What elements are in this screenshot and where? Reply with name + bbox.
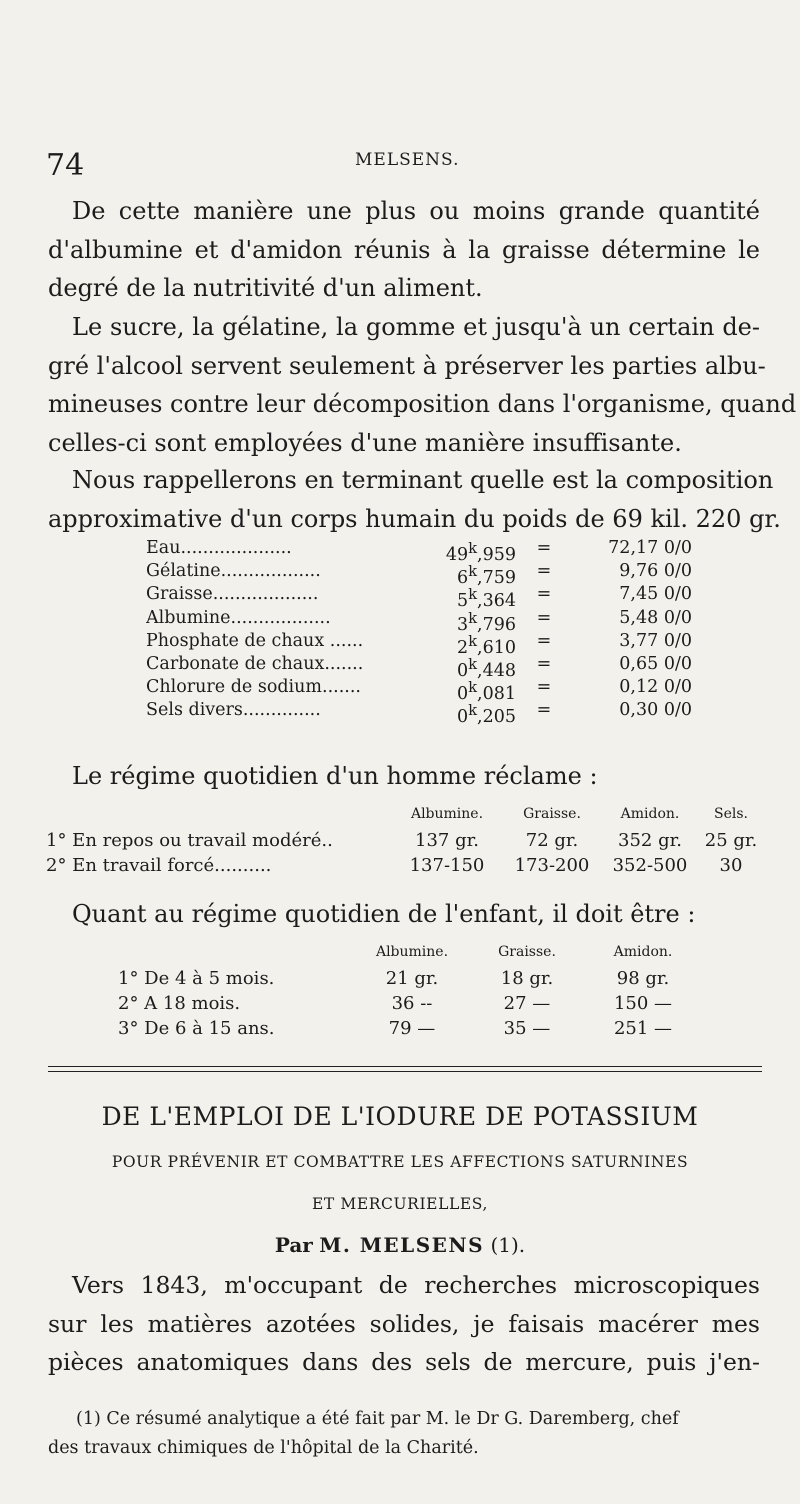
regime-man-heading-block <box>48 757 760 796</box>
table-cell: 352-500 <box>612 855 688 876</box>
text-line: Nous rappellerons en terminant quelle est la composition <box>72 466 774 494</box>
text-line: sur les matières azotées solides, je faisais macérer mes <box>48 1309 760 1338</box>
composition-percent: 0,30 0/0 <box>619 700 692 721</box>
row-label: 2° En travail forcé.......... <box>46 855 272 876</box>
column-header: Graisse. <box>498 944 556 960</box>
paragraph-sugar <box>48 308 797 462</box>
page-number: 74 <box>46 148 85 183</box>
composition-weight: 49$^k$,959 <box>445 540 516 565</box>
footnote <box>48 1405 760 1463</box>
table-cell: 137 gr. <box>415 830 479 851</box>
table-cell: 25 gr. <box>704 830 758 851</box>
composition-weight: 3$^k$,796 <box>457 609 516 635</box>
paragraph-composition-intro <box>48 461 781 538</box>
composition-row <box>146 607 706 635</box>
composition-row <box>146 583 706 612</box>
composition-label: Graisse................... <box>146 584 319 605</box>
article-byline <box>0 1233 800 1257</box>
text-line: pièces anatomiques dans des sels de mercure, puis j'en- <box>48 1348 760 1376</box>
table-header <box>118 944 708 966</box>
text-line: gré l'alcool servent seulement à préserver les parties albu- <box>48 351 766 380</box>
composition-label: Chlorure de sodium....... <box>146 677 361 698</box>
composition-row <box>146 699 706 728</box>
row-label: 1° En repos ou travail modéré.. <box>46 830 333 851</box>
text-line: approximative d'un corps humain du poids de 69 kil. 220 gr. <box>48 504 781 533</box>
text-line: d'albumine et d'amidon réunis à la graisse détermine le <box>48 235 760 264</box>
table-cell: 173-200 <box>514 855 590 876</box>
footnote-line: des travaux chimiques de l'hôpital de la Charité. <box>48 1438 479 1458</box>
composition-label: Gélatine.................. <box>146 561 321 582</box>
table-header <box>46 806 762 828</box>
equals-sign: = <box>536 538 552 558</box>
composition-percent: 3,77 0/0 <box>619 630 692 651</box>
footnote-reference: (1). <box>490 1233 526 1257</box>
table-row <box>118 991 708 1016</box>
text-line: celles-ci sont employées d'une manière insuffisante. <box>48 428 682 457</box>
composition-percent: 9,76 0/0 <box>619 561 692 582</box>
text-line: mineuses contre leur décomposition dans l'organisme, quand <box>48 390 797 418</box>
table-row <box>46 853 762 878</box>
table-cell: 137-150 <box>409 855 485 876</box>
equals-sign: = <box>536 700 552 721</box>
composition-percent: 72,17 0/0 <box>608 538 692 558</box>
paragraph-nutrition <box>48 192 760 308</box>
column-header: Albumine. <box>410 806 484 822</box>
composition-weight: 0$^k$,205 <box>457 702 516 728</box>
table-cell: 251 — <box>613 1018 673 1039</box>
table-row <box>118 966 708 991</box>
table-cell: 35 — <box>503 1018 551 1039</box>
composition-weight: 2$^k$,610 <box>457 632 516 658</box>
text-line: degré de la nutritivité d'un aliment. <box>48 274 483 302</box>
table-cell: 21 gr. <box>385 968 439 989</box>
article-body <box>48 1266 760 1382</box>
article-title: DE L'EMPLOI DE L'IODURE DE POTASSIUM <box>101 1102 699 1131</box>
table-cell: 18 gr. <box>500 968 554 989</box>
table-cell: 72 gr. <box>525 830 579 851</box>
byline-par: Par <box>274 1233 313 1257</box>
regime-man-heading: Le régime quotidien d'un homme réclame : <box>72 762 598 790</box>
composition-percent: 5,48 0/0 <box>619 607 692 628</box>
composition-row <box>146 560 706 589</box>
column-header: Amidon. <box>620 806 680 822</box>
column-header: Albumine. <box>375 944 449 960</box>
equals-sign: = <box>536 607 552 628</box>
composition-row <box>146 537 706 565</box>
table-row <box>46 828 762 853</box>
running-head: MELSENS. <box>355 150 460 170</box>
composition-percent: 7,45 0/0 <box>619 584 692 605</box>
table-cell: 30 <box>719 855 743 876</box>
regime-child-table <box>118 944 708 1041</box>
composition-row <box>146 630 706 658</box>
composition-percent: 0,12 0/0 <box>619 677 692 698</box>
section-divider <box>48 1066 762 1067</box>
equals-sign: = <box>536 653 552 674</box>
row-label: 3° De 6 à 15 ans. <box>118 1018 275 1039</box>
byline-author: M. MELSENS <box>319 1233 485 1257</box>
article-subtitle: POUR PRÉVENIR ET COMBATTRE LES AFFECTIONS SATURNINES <box>111 1153 689 1171</box>
equals-sign: = <box>536 584 552 605</box>
table-cell: 98 gr. <box>616 968 670 989</box>
composition-label: Albumine.................. <box>146 607 331 628</box>
table-cell: 79 — <box>388 1018 436 1039</box>
column-header: Amidon. <box>613 944 673 960</box>
row-label: 1° De 4 à 5 mois. <box>118 968 275 989</box>
body-composition-table <box>146 537 706 728</box>
composition-percent: 0,65 0/0 <box>619 653 692 674</box>
composition-label: Carbonate de chaux....... <box>146 653 364 674</box>
composition-weight: 0$^k$,081 <box>457 679 516 704</box>
article-subtitle: ET MERCURIELLES, <box>312 1195 488 1213</box>
composition-label: Phosphate de chaux ...... <box>146 630 364 651</box>
table-cell: 150 — <box>613 993 673 1014</box>
equals-sign: = <box>536 561 552 582</box>
regime-child-heading: Quant au régime quotidien de l'enfant, il doit être : <box>72 900 696 928</box>
footnote-line: (1) Ce résumé analytique a été fait par M. le Dr G. Daremberg, chef <box>76 1409 679 1429</box>
table-cell: 27 — <box>503 993 551 1014</box>
text-line: Vers 1843, m'occupant de recherches microscopiques <box>72 1271 760 1299</box>
section-divider <box>48 1071 762 1072</box>
column-header: Graisse. <box>523 806 581 822</box>
equals-sign: = <box>536 630 552 651</box>
equals-sign: = <box>536 677 552 698</box>
table-cell: 36 -- <box>391 993 433 1014</box>
text-line: Le sucre, la gélatine, la gomme et jusqu'à un certain de- <box>72 313 760 341</box>
composition-weight: 5$^k$,364 <box>457 586 516 612</box>
row-label: 2° A 18 mois. <box>118 993 241 1014</box>
regime-man-table <box>46 806 762 878</box>
text-line: De cette manière une plus ou moins grande quantité <box>72 197 760 225</box>
composition-row <box>146 676 706 704</box>
composition-label: Sels divers.............. <box>146 700 321 721</box>
table-cell: 352 gr. <box>618 830 682 851</box>
composition-weight: 0$^k$,448 <box>457 655 516 681</box>
composition-weight: 6$^k$,759 <box>457 563 516 589</box>
regime-child-heading-block <box>48 895 760 934</box>
composition-label: Eau.................... <box>146 538 292 558</box>
composition-row <box>146 653 706 681</box>
column-header: Sels. <box>714 806 748 822</box>
table-row <box>118 1016 708 1041</box>
